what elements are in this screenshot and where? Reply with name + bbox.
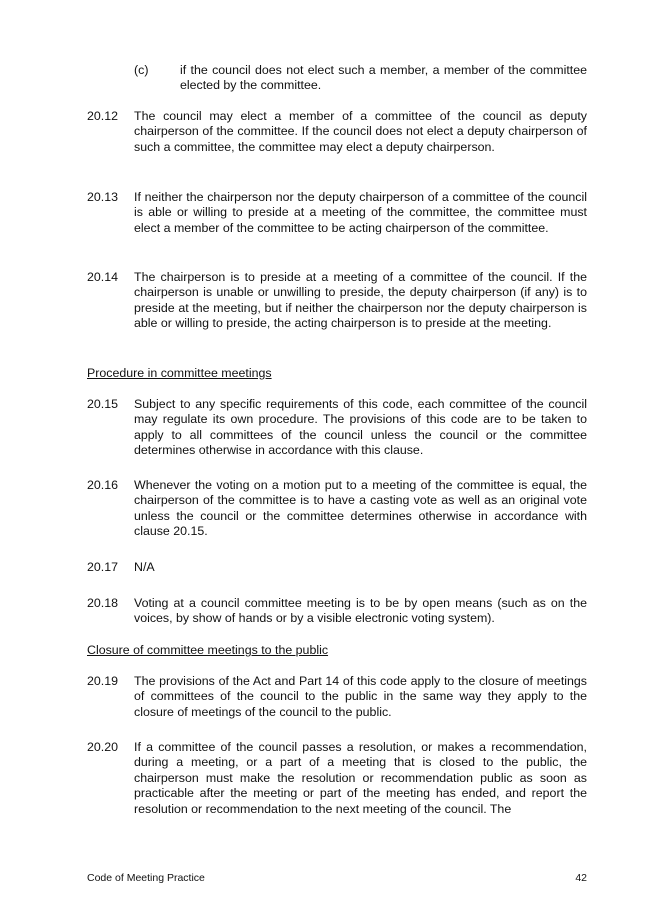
clause-number: 20.13 bbox=[87, 190, 119, 204]
clause-20-14 bbox=[87, 270, 587, 332]
subclause-c bbox=[134, 63, 587, 94]
clause-text: Subject to any specific requirements of this code, each committee of the council may regulate its own procedure. The provisions of this code are to be taken to apply to all committees of the council unless the council or the committee determines otherwise in accordance with this clause. bbox=[134, 397, 587, 458]
clause-20-18 bbox=[87, 596, 587, 627]
clause-20-15 bbox=[87, 397, 587, 459]
clause-text: The council may elect a member of a committee of the council as deputy chairperson of the committee. If the council does not elect a deputy chairperson of such a committee, the committee may elect a deputy chairperson. bbox=[134, 109, 587, 154]
section-heading-closure: Closure of committee meetings to the public bbox=[87, 643, 329, 657]
clause-number: 20.18 bbox=[87, 596, 119, 610]
clause-number: 20.19 bbox=[87, 674, 119, 688]
section-heading-procedure: Procedure in committee meetings bbox=[87, 366, 272, 380]
footer-document-title: Code of Meeting Practice bbox=[87, 872, 205, 884]
clause-text: The provisions of the Act and Part 14 of this code apply to the closure of meetings of committees of the council to the public in the same way they apply to the closure of meetings of the council to the public. bbox=[134, 674, 587, 719]
clause-number: 20.17 bbox=[87, 560, 119, 574]
clause-number: 20.14 bbox=[87, 270, 119, 284]
subclause-label: (c) bbox=[134, 63, 149, 77]
clause-number: 20.15 bbox=[87, 397, 119, 411]
clause-text: If a committee of the council passes a resolution, or makes a recommendation, during a meeting, or a part of a meeting that is closed to the public, the chairperson must make the resolution or recommendation public as soon as practicable after the meeting or part of the meeting has ended, and report the resolution or recommendation to the next meeting of the council. The bbox=[134, 740, 587, 816]
clause-20-20 bbox=[87, 740, 587, 817]
clause-text: Voting at a council committee meeting is to be by open means (such as on the voices, by show of hands or by a visible electronic voting system). bbox=[134, 596, 587, 626]
clause-20-12 bbox=[87, 109, 587, 155]
clause-number: 20.16 bbox=[87, 478, 119, 492]
clause-text: Whenever the voting on a motion put to a meeting of the committee is equal, the chairperson of the committee is to have a casting vote as well as an original vote unless the council or the committee determines otherwise in accordance with clause 20.15. bbox=[134, 478, 587, 539]
clause-text: N/A bbox=[134, 560, 155, 574]
subclause-text: if the council does not elect such a member, a member of the committee elected by the committee. bbox=[180, 63, 587, 93]
footer-page-number: 42 bbox=[575, 872, 587, 884]
clause-20-19 bbox=[87, 674, 587, 720]
clause-20-13 bbox=[87, 190, 587, 236]
clause-text: The chairperson is to preside at a meeting of a committee of the council. If the chairperson is unable or unwilling to preside, the deputy chairperson (if any) is to preside at the meeting, but if neither the chairperson nor the deputy chairperson is able or willing to preside, the acting chairperson is to preside at the meeting. bbox=[134, 270, 587, 331]
clause-20-17 bbox=[87, 560, 587, 575]
clause-20-16 bbox=[87, 478, 587, 540]
clause-text: If neither the chairperson nor the deputy chairperson of a committee of the council is able or willing to preside at a meeting of the committee, the committee must elect a member of the committee to be acting chairperson of the committee. bbox=[134, 190, 587, 235]
clause-number: 20.12 bbox=[87, 109, 119, 123]
clause-number: 20.20 bbox=[87, 740, 119, 754]
